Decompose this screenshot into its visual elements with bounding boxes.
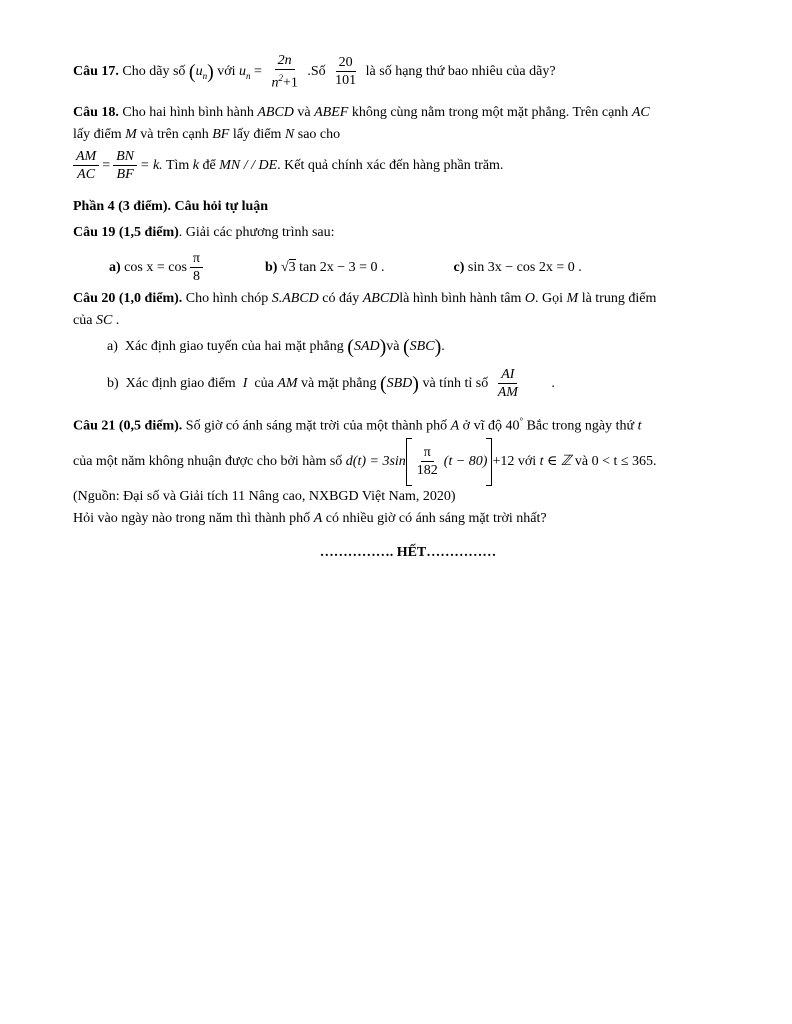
q21-inner: (t − 80) — [443, 453, 488, 469]
q20-text-1c: là hình bình hành tâm — [399, 290, 522, 306]
q18-n: N — [284, 126, 295, 142]
q20-text-2a: của — [73, 312, 93, 328]
q17-den-rest: +1 — [282, 75, 298, 91]
q20-m: M — [566, 290, 579, 306]
q20-b-label: b) — [107, 376, 119, 392]
q20-text-1d: . Gọi — [535, 290, 564, 306]
q18-text-2c: lấy điểm — [232, 126, 282, 142]
q21-text-1a: Số giờ có ánh sáng mặt trời của một thành phố — [185, 418, 448, 434]
question-18 — [73, 102, 743, 186]
q19-b-label: b) — [264, 259, 278, 275]
q20-part-a: a) Xác định giao tuyến của hai mặt phẳng (SAD)và (SBC). — [107, 335, 445, 358]
q18-k: k — [192, 157, 199, 173]
q18-line-2 — [73, 124, 743, 146]
q17-eq: = — [254, 64, 262, 80]
q18-f1-den: AC — [77, 166, 96, 182]
q17-seq: u — [195, 64, 203, 80]
q21-a: A — [450, 418, 460, 434]
q17-text-2: với — [217, 64, 236, 80]
q21-text-1b: ở vĩ độ 40 — [462, 418, 520, 434]
q17-fraction-2 — [332, 54, 359, 89]
q21-frac — [414, 444, 441, 479]
q19-a-label: a) — [109, 259, 121, 275]
q20-abcd: ABCD — [362, 290, 400, 306]
q18-frac-bn-bf — [113, 148, 137, 183]
q20-part-b: b) Xác định giao điểm I của AM và mặt phẳng (SBD) và tính tỉ số $\frac{AI}{AM}$ . — [107, 367, 555, 401]
q20-a-label: a) — [107, 338, 118, 354]
q20-b-text-1: Xác định giao điểm — [125, 376, 236, 392]
q20-sc: SC — [95, 312, 113, 328]
q18-text-3b: để — [202, 157, 216, 173]
q21-line-2 — [73, 438, 743, 486]
q17-label: Câu 17. — [73, 64, 119, 80]
q21-and: và — [574, 453, 589, 469]
q19-c-expr: sin 3x − cos 2x = 0 . — [467, 259, 582, 275]
question-20 — [73, 288, 743, 406]
q21-ask — [73, 508, 743, 530]
q20-ratio — [495, 366, 521, 401]
question-17: Câu 17. Cho dãy số $(u_n)$ với $u_n$ = $\frac{2n}{n^2+1}$ .Số $\frac{20}{101}$ là số hạng thứ bao nhiêu của dãy? — [73, 53, 556, 91]
q17-text-4: là số hạng thứ bao nhiêu của dãy? — [365, 64, 556, 80]
q18-frac-am-ac — [73, 148, 99, 183]
q18-line-1 — [73, 102, 743, 124]
q19-parts: a) cos x = cos $\frac{\pi}{8}$ b) √3 tan 2x − 3 = 0 . c) sin 3x − cos 2x = 0 . — [109, 250, 582, 284]
q18-m: M — [125, 126, 137, 142]
q21-ask-city: A — [313, 510, 323, 526]
q19-b-root: 3 — [288, 259, 296, 275]
q20-sbd: SBD — [386, 376, 413, 392]
q20-sad: SAD — [353, 338, 380, 354]
q17-text-1: Cho dãy số — [122, 64, 186, 80]
q19-a-frac — [190, 250, 203, 285]
q17-den-exp: 2 — [278, 73, 283, 83]
q19-a-num: π — [190, 250, 203, 268]
q18-f1-num: AM — [73, 148, 99, 166]
q19-c-label: c) — [453, 259, 465, 275]
part-4-heading: Phần 4 (3 điểm). Câu hỏi tự luận — [73, 198, 269, 214]
q18-text-2a: lấy điểm — [73, 126, 122, 142]
q20-label: Câu 20 (1,0 điểm). — [73, 290, 183, 306]
q20-line-1 — [73, 288, 743, 310]
q18-text-2d: sao cho — [297, 126, 341, 142]
q21-label: Câu 21 (0,5 điểm). — [73, 418, 183, 434]
q20-sabcd: S.ABCD — [271, 290, 319, 306]
q18-abcd: ABCD — [257, 104, 294, 120]
q20-sbc: SBC — [409, 338, 435, 354]
question-19 — [73, 222, 743, 244]
q21-ask-a: Hỏi vào ngày nào trong năm thì thành phố — [73, 510, 311, 526]
q20-b-text-2: của — [254, 376, 274, 392]
end-marker: ……………. HẾT…………… — [319, 544, 497, 560]
q21-with: với — [517, 453, 537, 469]
q21-pi: π — [421, 444, 434, 462]
q21-text-1c: Bắc trong ngày thứ — [526, 418, 635, 434]
q19-intro: . Giải các phương trình sau: — [178, 224, 335, 240]
q19-a-expr: cos x = cos — [124, 259, 187, 275]
q17-den-base: n — [271, 75, 279, 91]
q20-a-text: Xác định giao tuyến của hai mặt phẳng — [124, 338, 344, 354]
q21-t: t — [637, 418, 642, 434]
q17-seq-sub: n — [202, 70, 208, 81]
q18-text-1b: không cùng nằm trong một mặt phẳng. Trên cạnh — [351, 104, 629, 120]
question-21 — [73, 410, 743, 530]
q20-line-2 — [73, 310, 743, 332]
q18-abef: ABEF — [314, 104, 349, 120]
q20-am: AM — [277, 376, 298, 392]
q18-va: và — [297, 104, 311, 120]
q20-text-1a: Cho hình chóp — [185, 290, 269, 306]
q17-frac2-num: 20 — [336, 54, 356, 72]
q20-i: I — [242, 376, 248, 392]
exam-page — [73, 52, 743, 564]
q17-frac-num: 2n — [275, 52, 295, 70]
q18-text-2b: và trên cạnh — [140, 126, 209, 142]
q18-eqk: = k. — [140, 157, 163, 173]
q18-text-1a: Cho hai hình bình hành — [122, 104, 254, 120]
q17-frac2-den: 101 — [335, 73, 357, 89]
q18-label: Câu 18. — [73, 104, 119, 120]
q21-line-1 — [73, 410, 743, 438]
q21-tz: t ∈ ℤ — [539, 453, 572, 469]
q21-bracket — [406, 438, 493, 486]
q20-text-1e: là trung điểm — [581, 290, 657, 306]
q17-frac-den — [268, 70, 300, 92]
q19-a-den: 8 — [192, 268, 200, 284]
q20-o: O — [524, 290, 536, 306]
q21-den: 182 — [416, 463, 438, 479]
q20-text-1b: có đáy — [322, 290, 360, 306]
q18-text-3a: Tìm — [165, 157, 190, 173]
q19-label: Câu 19 (1,5 điểm) — [73, 224, 179, 240]
q20-text-2b: . — [115, 312, 120, 328]
q20-b-text-4: và tính tỉ số — [422, 376, 489, 392]
q21-tail: +12 — [492, 453, 515, 469]
q18-f2-num: BN — [113, 148, 137, 166]
q18-line-3: $\frac{AM}{AC}$ = $\frac{BN}{BF}$ = k. Tìm k để MN / / DE. Kết quả chính xác đến hàng phần trăm. — [73, 146, 743, 186]
q21-text-2a: của một năm không nhuận được cho bởi hàm số — [73, 453, 343, 469]
q20-va: và — [386, 338, 400, 354]
q21-source: (Nguồn: Đại số và Giải tích 11 Nâng cao, NXBGD Việt Nam, 2020) — [73, 488, 456, 504]
q18-f2-den: BF — [116, 166, 134, 182]
q20-b-text-3: và mặt phẳng — [301, 376, 377, 392]
q20-ratio-num: AI — [498, 366, 517, 384]
q21-degree: ° — [519, 416, 524, 427]
q21-ask-b: có nhiều giờ có ánh sáng mặt trời nhất? — [325, 510, 547, 526]
q18-ac: AC — [631, 104, 650, 120]
q17-u-sub: n — [246, 70, 251, 81]
q17-text-3: .Số — [307, 64, 326, 80]
q18-mn: MN / / DE — [219, 157, 278, 173]
q17-u: u — [239, 64, 247, 80]
q21-function: d(t) = 3sin — [345, 453, 406, 469]
q20-ratio-den: AM — [497, 385, 518, 401]
q19-b-expr: tan 2x − 3 = 0 . — [299, 259, 385, 275]
q21-range: 0 < t ≤ 365. — [591, 453, 657, 469]
q18-text-3c: . Kết quả chính xác đến hàng phần trăm. — [277, 157, 504, 173]
q17-fraction — [268, 52, 300, 92]
q18-bf: BF — [212, 126, 230, 142]
